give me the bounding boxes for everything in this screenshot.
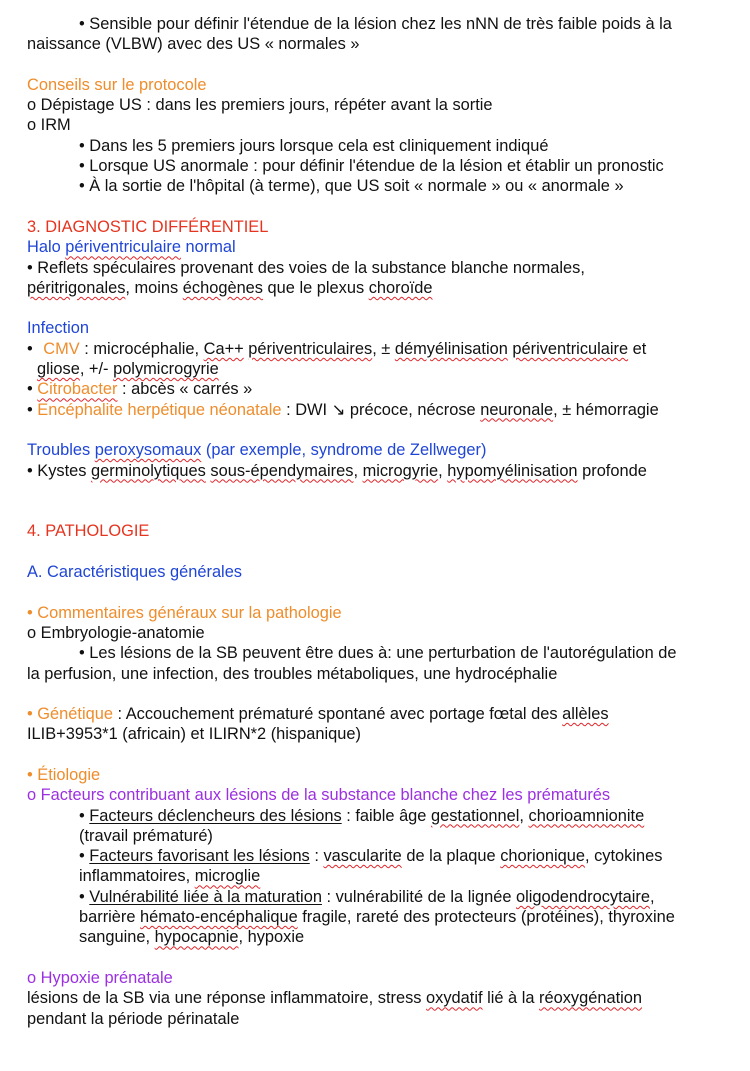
bullet-item: • Vulnérabilité liée à la maturation : vulnérabilité de la lignée oligodendrocytaire, bbox=[79, 887, 655, 906]
subheading-factors: o Facteurs contribuant aux lésions de la substance blanche chez les prématurés bbox=[27, 786, 611, 805]
text-line: o Embryologie-anatomie bbox=[27, 623, 205, 642]
text-line: inflammatoires, microglie bbox=[79, 867, 261, 886]
text-line: • Sensible pour définir l'étendue de la lésion chez les nNN de très faible poids à la bbox=[79, 15, 672, 33]
bullet-item-citrobacter: • Citrobacter : abcès « carrés » bbox=[27, 380, 253, 399]
text-line: o Dépistage US : dans les premiers jours, répéter avant la sortie bbox=[27, 96, 493, 115]
subheading-etiology: • Étiologie bbox=[27, 765, 101, 784]
text-line: sanguine, hypocapnie, hypoxie bbox=[79, 928, 305, 947]
bullet-item: • Les lésions de la SB peuvent être dues à: une perturbation de l'autorégulation de bbox=[79, 644, 677, 663]
subheading-halo: Halo périventriculaire normal bbox=[27, 238, 236, 257]
subheading-general: A. Caractéristiques générales bbox=[27, 563, 243, 582]
bullet-item: • Dans les 5 premiers jours lorsque cela est cliniquement indiqué bbox=[79, 136, 549, 155]
text-line: naissance (VLBW) avec des US « normales » bbox=[27, 35, 360, 54]
text-line: o IRM bbox=[27, 116, 71, 135]
subheading-hypoxia: o Hypoxie prénatale bbox=[27, 968, 173, 987]
bullet-item: • Kystes germinolytiques sous-épendymaires, microgyrie, hypomyélinisation profonde bbox=[27, 461, 647, 480]
text-line: la perfusion, une infection, des troubles métaboliques, une hydrocéphalie bbox=[27, 664, 558, 683]
bullet-item-cmv: • CMV : microcéphalie, Ca++ périventriculaires, ± démyélinisation périventriculaire et bbox=[27, 339, 647, 358]
section-heading-pathology: 4. PATHOLOGIE bbox=[27, 522, 150, 541]
subheading-infection: Infection bbox=[27, 319, 89, 338]
bullet-item-herpes: • Encéphalite herpétique néonatale : DWI ↘ précoce, nécrose neuronale, ± hémorragie bbox=[27, 400, 659, 419]
section-heading-differential: 3. DIAGNOSTIC DIFFÉRENTIEL bbox=[27, 217, 269, 236]
subheading-comments: • Commentaires généraux sur la pathologie bbox=[27, 603, 342, 622]
text-line: lésions de la SB via une réponse inflammatoire, stress oxydatif lié à la réoxygénation bbox=[27, 989, 643, 1008]
text-line: (travail prématuré) bbox=[79, 826, 213, 845]
text-line: gliose, +/- polymicrogyrie bbox=[37, 360, 219, 379]
subheading-peroxysomal: Troubles peroxysomaux (par exemple, syndrome de Zellweger) bbox=[27, 441, 487, 460]
text-line: péritrigonales, moins échogènes que le plexus choroïde bbox=[27, 278, 433, 297]
genetics-line: • Génétique : Accouchement prématuré spontané avec portage fœtal des allèles bbox=[27, 705, 609, 724]
protocol-heading: Conseils sur le protocole bbox=[27, 75, 207, 94]
bullet-item: • À la sortie de l'hôpital (à terme), que US soit « normale » ou « anormale » bbox=[79, 177, 624, 196]
text-line: ILIB+3953*1 (africain) et ILIRN*2 (hispanique) bbox=[27, 725, 361, 744]
bullet-item: • Facteurs déclencheurs des lésions : faible âge gestationnel, chorioamnionite bbox=[79, 806, 645, 825]
text-line: pendant la période périnatale bbox=[27, 1009, 240, 1028]
bullet-item: • Lorsque US anormale : pour définir l'étendue de la lésion et établir un pronostic bbox=[79, 157, 664, 176]
text-line: barrière hémato-encéphalique fragile, rareté des protecteurs (protéines), thyroxine bbox=[79, 908, 675, 927]
text-line: • Reflets spéculaires provenant des voies de la substance blanche normales, bbox=[27, 258, 585, 277]
bullet-item: • Facteurs favorisant les lésions : vascularite de la plaque chorionique, cytokines bbox=[79, 847, 663, 866]
